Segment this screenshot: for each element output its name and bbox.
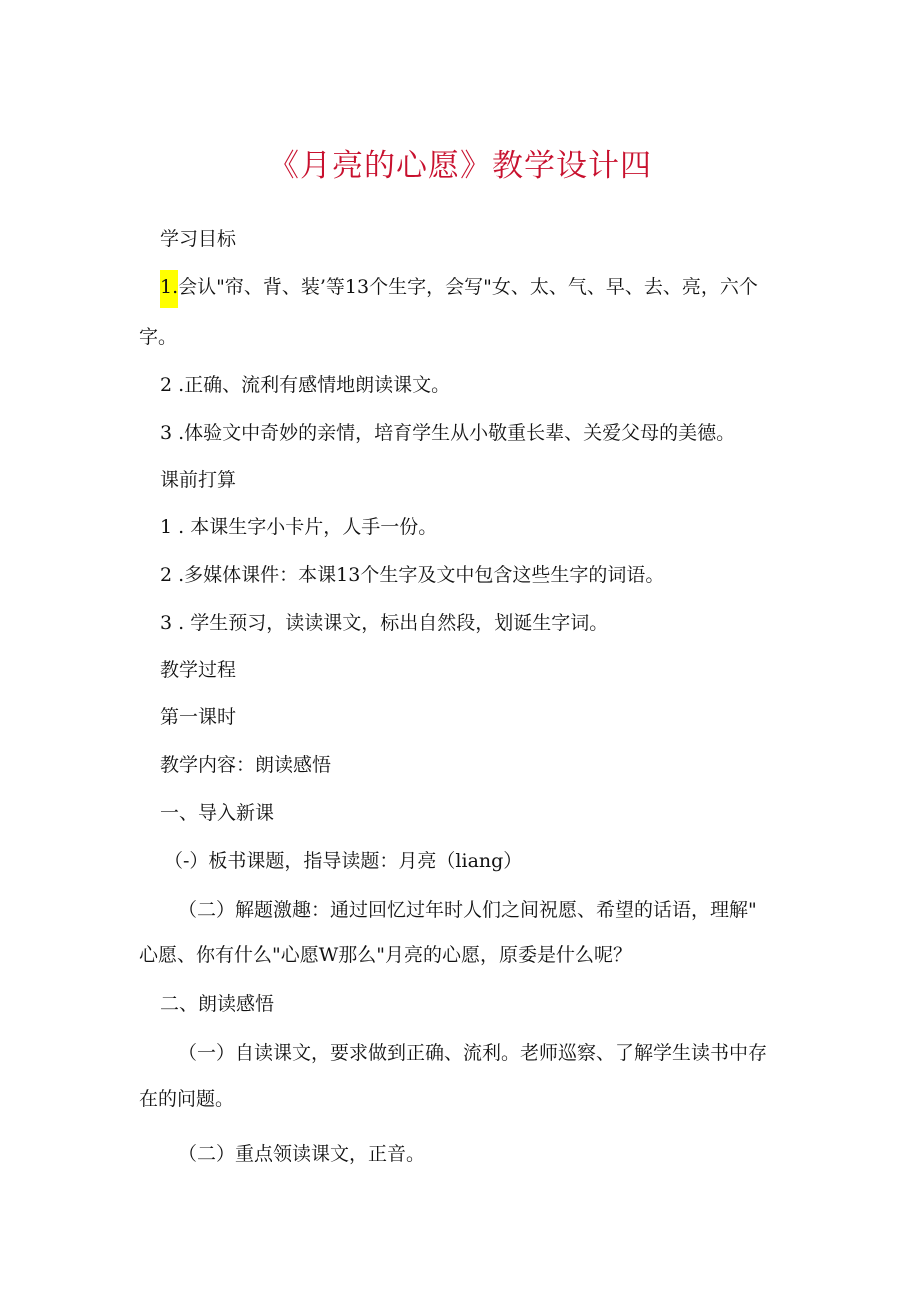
heading-preparation: 课前打算 xyxy=(160,469,237,491)
section-1-item-2-continued: 心愿、你有什么"心愿W那么"月亮的心愿，原委是什么呢？ xyxy=(139,944,633,966)
section-2-heading: 二、朗读感悟 xyxy=(160,993,275,1015)
prep-3: 3 . 学生预习，读读课文，标出自然段，划诞生字词。 xyxy=(160,612,609,634)
section-2-item-1: （一）自读课文，要求做到正确、流利。老师巡察、了解学生读书中存 xyxy=(178,1042,768,1064)
heading-learning-goals: 学习目标 xyxy=(160,228,237,250)
section-2-item-1-continued: 在的问题。 xyxy=(139,1088,235,1110)
goal-2: 2 .正确、流利有感情地朗读课文。 xyxy=(160,374,451,396)
section-2-item-2: （二）重点领读课文，正音。 xyxy=(178,1143,426,1165)
prep-1: 1 . 本课生字小卡片，人手一份。 xyxy=(160,516,438,538)
section-1-item-1: （-）板书课题，指导读题：月亮（liang） xyxy=(164,850,523,872)
heading-first-lesson: 第一课时 xyxy=(160,706,237,728)
goal-1-line xyxy=(160,274,758,300)
teaching-content: 教学内容：朗读感悟 xyxy=(160,754,332,776)
goal-1-text: 会认"帘、背、装’等13个生字，会写"女、太、气、早、去、亮，六个 xyxy=(178,276,758,298)
prep-2: 2 .多媒体课件：本课13个生字及文中包含这些生字的词语。 xyxy=(160,564,665,586)
document-title: 《月亮的心愿》教学设计四 xyxy=(268,148,652,184)
section-1-item-2: （二）解题激趣：通过回忆过年时人们之间祝愿、希望的话语，理解" xyxy=(178,899,757,921)
goal-3: 3 .体验文中奇妙的亲情，培育学生从小敬重长辈、关爱父母的美德。 xyxy=(160,422,736,444)
highlighted-number: 1. xyxy=(160,270,178,308)
section-1-heading: 一、导入新课 xyxy=(160,802,275,824)
heading-teaching-process: 教学过程 xyxy=(160,659,237,681)
goal-1-continued: 字。 xyxy=(139,326,178,348)
